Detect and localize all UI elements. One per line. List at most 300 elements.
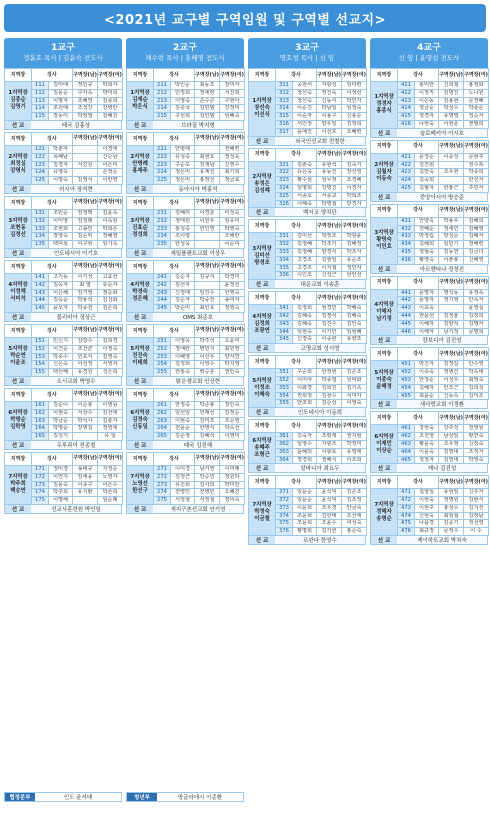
cell-name: 안금숙 [342,504,367,512]
cell-name: 장동미 [49,113,73,121]
mission-value: 새지구촌선교회 안기영 [170,506,226,513]
cell-number: 263 [154,417,171,425]
mission-value: 선교사훈련원 박인일 [51,506,101,513]
cell-name: 구현아 [220,97,245,105]
table-row [127,209,245,217]
cell-number: 174 [32,489,49,497]
group-leader: 3지역장 황영숙 이민호 [371,217,398,264]
cell-name: 이순미 [220,241,245,249]
cell-name: 이지철 [317,264,342,272]
header-h-leader: 지역장 [127,324,154,337]
cell-name: 정미숙 [220,497,245,505]
mission-label: 선 교 [371,193,397,201]
cell-number: 372 [276,497,293,505]
cell-number: 341 [276,305,293,313]
cell-name: 박정미 [342,440,367,448]
cell-number: 224 [154,169,171,177]
header-h-chief2: 구역장(여) [342,420,367,433]
district-column [370,38,488,547]
cell-number: 353 [276,384,293,392]
cell-name: 김준정 [171,433,195,441]
cell-name: 강정미 [220,105,245,113]
mission-label: 선 교 [5,121,31,129]
cell-name: 김숙희 [415,177,439,185]
cell-number: 414 [398,105,415,113]
cell-name: 정선영 [464,520,489,528]
cell-number: 351 [276,369,293,377]
cell-number: 344 [276,328,293,336]
cell-name: 이조희 [342,456,367,464]
cell-name: 김희성 [464,384,489,392]
cell-name: 김정희 [464,312,489,320]
cell-name: 김은희 [98,305,123,313]
cell-name: 정혜영 [98,233,123,241]
cell-number: 271 [154,465,171,473]
cell-name: 문정순 [415,153,439,161]
cell-number: 175 [32,497,49,505]
cell-number: 323 [276,177,293,185]
cell-name: 목혜남 [49,153,73,161]
mission-value: 러시아 장석현 [59,186,93,193]
district-pastor: 정윤호 목사 | 김윤숙 전도사 [23,54,103,62]
header-teacher: 강사 [154,452,195,465]
group-table [248,219,367,280]
cell-number: 124 [32,169,49,177]
cell-number: 425 [398,184,415,192]
cell-number: 321 [276,161,293,169]
mission-row [126,185,244,194]
header-h-chief: 구역장(남) [195,69,220,82]
mission-row [4,377,122,386]
cell-name: 이영숙 [171,97,195,105]
cell-name: 서민정 [293,120,317,128]
cell-name: 한명식 [195,425,220,433]
cell-name: 김진희 [415,161,439,169]
cell-name: 김민범 [195,105,220,113]
mission-label: 선 교 [371,400,397,408]
cell-name: 신동옥 [439,392,464,400]
group-leader: 3지역장 진효순 정성희 [127,209,154,248]
cell-name: 조우경 [317,504,342,512]
cell-name: 장선숙 [293,89,317,97]
cell-number: 332 [276,241,293,249]
header-teacher: 강사 [276,292,317,305]
group-leader: 1지역장 김재순 박은식 [127,82,154,121]
cell-name: 신은숙 [49,361,73,369]
cell-name: 조순영 [220,417,245,425]
cell-name [195,281,220,289]
mission-row [4,505,122,514]
cell-name: 박영숙 [220,225,245,233]
cell-name: 공현서 [293,82,317,90]
cell-name: 김인숙 [342,320,367,328]
cell-name: 김미조 [464,392,489,400]
group-table [248,475,367,536]
header-h-chief: 구역장(남) [73,69,98,82]
cell-name: 이화경 [293,384,317,392]
cell-number: 475 [398,520,415,528]
cell-number: 316 [276,120,293,128]
cell-name: 임가옥 [98,241,123,249]
table-row [127,465,245,473]
cell-number: 476 [398,528,415,536]
table-row [127,145,245,153]
cell-name: 조원예 [49,105,73,113]
cell-name: 홍순숙 [342,528,367,536]
header-h-chief2: 구역장(여) [464,476,489,489]
cell-name: 나윤경 [415,520,439,528]
cell-name: 박명순 [49,425,73,433]
cell-name: 박희은 [98,225,123,233]
cell-name: 서정철 [195,497,220,505]
cell-name: 황영숙 [415,256,439,264]
cell-name: 박경미 [220,273,245,281]
cell-number: 215 [154,113,171,121]
cell-number: 342 [276,312,293,320]
group-leader: 5지역장 박순연 이윤조 [5,337,32,376]
cell-name: 이은동 [415,97,439,105]
cell-name: 김윤숙 [49,481,73,489]
header-teacher: 강사 [32,69,73,82]
cell-name: 이해자 [415,328,439,336]
cell-name: 설영심 [415,489,439,497]
cell-number: 122 [32,153,49,161]
cell-name: 이정숙 [98,345,123,353]
cell-name: 김용현 [439,97,464,105]
cell-name: 김정근 [171,473,195,481]
cell-number: 343 [276,320,293,328]
cell-name: 이영미 [220,433,245,441]
cell-name: 임영수 [293,440,317,448]
cell-name: 이윤희 [293,504,317,512]
cell-number: 415 [398,113,415,121]
cell-name: 김기헌 [317,528,342,536]
cell-number: 133 [32,225,49,233]
mission-label: 선 교 [5,313,31,321]
cell-name: 고효선 [98,273,123,281]
cell-name: 이란영 [98,177,123,185]
cell-name: 정애란 [171,345,195,353]
header-teacher: 강사 [398,69,439,82]
cell-name: 박미란 [220,481,245,489]
group-table [4,260,123,313]
cell-name: 이순진 [293,105,317,113]
cell-name: 김선애 [98,409,123,417]
mission-row [370,536,488,545]
cell-name: 정정자 [415,456,439,464]
cell-name: 지정순 [98,465,123,473]
header-h-leader: 지역장 [127,452,154,465]
cell-name: 김미선 [293,233,317,241]
cell-name: 이현운 [439,120,464,128]
header-teacher: 강사 [32,260,73,273]
header-h-leader: 지역장 [371,204,398,217]
header-h-chief2: 구역장(여) [342,292,367,305]
cell-name: 신성근 [317,272,342,280]
cell-name: 유경원 [73,369,98,377]
cell-number: 436 [398,256,415,264]
cell-name: 이정선 [342,89,367,97]
cell-number: 143 [32,289,49,297]
header-h-chief2: 구역장(여) [464,69,489,82]
cell-name: 이옥임 [98,217,123,225]
cell-name: 이미례 [220,465,245,473]
cell-name: 민정희 [171,89,195,97]
cell-name: 신용순 [342,113,367,121]
header-h-leader: 지역장 [5,132,32,145]
cell-name: 권홍숙 [171,369,195,377]
cell-name: 서진희 [220,89,245,97]
group-table [126,132,245,185]
header-h-chief: 구역장(남) [439,204,464,217]
cell-name: 이명해 [49,497,73,505]
cell-number: 362 [276,440,293,448]
cell-name: 최동조 [195,82,220,90]
cell-name: 임정숙 [342,105,367,113]
cell-name: 장선숙 [293,97,317,105]
cell-name: 문정혜 [464,97,489,105]
cell-name: 문영자 [415,297,439,305]
group-table [370,475,489,536]
cell-number: 114 [32,105,49,113]
cell-number: 225 [154,177,171,185]
cell-name: 노영자 [98,473,123,481]
cell-name: 이미야 [293,376,317,384]
cell-name: 이미영 [49,217,73,225]
district-header [248,38,366,68]
cell-name: 송미자 [220,297,245,305]
spacer [4,514,122,516]
cell-number: 443 [398,305,415,313]
cell-number: 134 [32,233,49,241]
cell-name: 김윤순 [49,89,73,97]
group-leader: 4지역장 박경숙 정은혜 [127,273,154,312]
cell-number: 112 [32,89,49,97]
group-table [126,260,245,313]
cell-name: 조혜련 [342,128,367,136]
cell-name: 임윤순 [293,497,317,505]
mission-label: 선 교 [127,121,153,129]
cell-name: 김세웅 [73,473,98,481]
cell-number: 422 [398,161,415,169]
header-h-chief2: 구역장(여) [342,148,367,161]
group-table [248,419,367,464]
cell-number: 416 [398,120,415,128]
mission-value: OMS 최준호 [182,314,214,321]
cell-name: 문현주 [464,153,489,161]
cell-name: 손정순 [98,169,123,177]
header-h-chief: 구역장(남) [439,348,464,361]
cell-name: 김면숙 [415,169,439,177]
mission-label: 선 교 [5,505,31,513]
cell-name: 조성강 [73,105,98,113]
cell-name: 양경식 [317,248,342,256]
cell-name [73,153,98,161]
cell-name: 명석동 [439,289,464,297]
cell-number: 352 [276,376,293,384]
cell-name: 임혜숙 [220,113,245,121]
cell-number: 451 [398,361,415,369]
cell-number: 235 [154,241,171,249]
cell-name: 서미자 [342,392,367,400]
cell-number: 132 [32,217,49,225]
cell-number: 431 [398,217,415,225]
cell-name: 엄경민 [317,305,342,313]
cell-name: 홍정선 [195,177,220,185]
header-h-chief: 구역장(남) [195,260,220,273]
cell-name: 박종천 [73,305,98,313]
cell-name: 박지영 [220,361,245,369]
table-row [5,337,123,345]
cell-name: 김혜희 [415,241,439,249]
cell-name: 서영자 [98,361,123,369]
cell-name: 김혜희 [464,217,489,225]
header-h-chief2: 구역장(여) [220,452,245,465]
cell-name: 안정순 [415,376,439,384]
cell-name: 이명자 [49,97,73,105]
cell-number: 172 [32,473,49,481]
cell-name: 박영숙 [464,456,489,464]
header-h-chief: 구역장(남) [439,69,464,82]
cell-number: 331 [276,233,293,241]
cell-name: 이종숙 [415,369,439,377]
table-row [371,361,489,369]
district-column [248,38,366,547]
header-h-leader: 지역장 [5,260,32,273]
header-h-chief: 구역장(남) [317,148,342,161]
cell-name: 이은수 [98,481,123,489]
header-h-leader: 지역장 [249,356,276,369]
mission-value: 캐나 김진성 [427,466,457,473]
cell-name: 문명자 [415,289,439,297]
cell-name: 조우영 [439,440,464,448]
cell-name: 박희조 [342,192,367,200]
cell-name: 이미경 [171,465,195,473]
cell-name: 정영숙 [220,305,245,313]
cell-name: 김동연 [439,248,464,256]
header-teacher: 강사 [32,196,73,209]
cell-name: 정영애 [98,425,123,433]
cell-name: 김정희 [293,305,317,313]
cell-name: 정태원 [171,217,195,225]
cell-number: 155 [32,369,49,377]
mission-value: 중앙아시아 방승준 [419,194,465,201]
cell-number: 313 [276,97,293,105]
cell-name: 임윤순 [293,489,317,497]
cell-name: 성은희 [98,369,123,377]
cell-name: 정명원 [439,497,464,505]
mission-row [370,464,488,473]
cell-name: 박정열 [73,113,98,121]
mission-value: 동아시아 박홍석 [178,186,218,193]
mission-row [126,121,244,130]
cell-name: 유진희 [171,481,195,489]
footer-value: 방글라데시 이종환 [177,795,223,801]
cell-name: 김정혜 [293,241,317,249]
cell-name: 김미조 [195,417,220,425]
mission-row [248,408,366,417]
cell-name: 장명집 [73,425,98,433]
cell-name: 유기환 [73,489,98,497]
cell-name: 김정식 [317,312,342,320]
header-h-chief: 구역장(남) [195,452,220,465]
cell-name: 이원우 [195,217,220,225]
cell-name: 박혜숙 [342,305,367,313]
cell-number: 154 [32,361,49,369]
cell-name: 정경희 [293,456,317,464]
cell-number: 435 [398,248,415,256]
cell-name: 임유미 [220,217,245,225]
cell-name: 이혜자 [415,320,439,328]
group-leader: 5지역장 전진숙 이태희 [127,337,154,376]
header-teacher: 강사 [32,132,73,145]
cell-number: 273 [154,481,171,489]
cell-number: 375 [276,520,293,528]
header-h-chief2: 구역장(여) [342,476,367,489]
cell-name: 김종희 [98,97,123,105]
cell-name: 조정자 [464,448,489,456]
cell-name: 신주자 [464,489,489,497]
cell-number: 421 [398,153,415,161]
cell-name: 송태규 [73,465,98,473]
cell-number: 275 [154,497,171,505]
header-h-leader: 지역장 [249,292,276,305]
mission-row [370,193,488,202]
header-h-chief2: 구역장(여) [464,348,489,361]
cell-name: 김조정 [342,497,367,505]
header-h-chief: 구역장(남) [439,276,464,289]
cell-name [439,177,464,185]
header-h-chief2: 구역장(여) [220,132,245,145]
cell-name: 정성옥 [220,153,245,161]
cell-name: 김재남 [195,161,220,169]
header-h-chief: 구역장(남) [73,132,98,145]
header-teacher: 강사 [276,476,317,489]
cell-name: 박주희 [49,489,73,497]
header-h-chief2: 구역장(여) [98,388,123,401]
cell-name: 신순남 [98,153,123,161]
table-row [249,233,367,241]
cell-name: 박옥선 [220,425,245,433]
header-h-leader: 지역장 [371,276,398,289]
cell-name: 김혜숙 [342,312,367,320]
cell-name: 정인숙 [220,401,245,409]
header-h-chief: 구역장(남) [317,420,342,433]
cell-number: 113 [32,97,49,105]
cell-number: 335 [276,264,293,272]
group-leader: 6지역장 김정숙 신동일 [127,401,154,440]
group-leader: 4지역장 이해자 남기정 [371,289,398,336]
mission-value: 제이하트교회 박치숙 [417,538,467,545]
cell-name: 방성순 [439,233,464,241]
cell-name: 박정림 [415,233,439,241]
cell-number: 221 [154,145,171,153]
group-table [248,148,367,209]
cell-name: 김명자 [464,320,489,328]
group-table [370,204,489,265]
cell-name: 이용구 [317,113,342,121]
cell-number: 441 [398,289,415,297]
cell-name: 김은조 [342,369,367,377]
mission-value: 태국 김진해 [183,442,213,449]
cell-name: 김정순 [220,409,245,417]
cell-name: 최민영 [220,345,245,353]
cell-name: 백승훈 [195,369,220,377]
cell-name: 이경훈 [195,209,220,217]
cell-name: 박민자 [342,97,367,105]
cell-name: 권필희 [464,120,489,128]
cell-name [195,145,220,153]
